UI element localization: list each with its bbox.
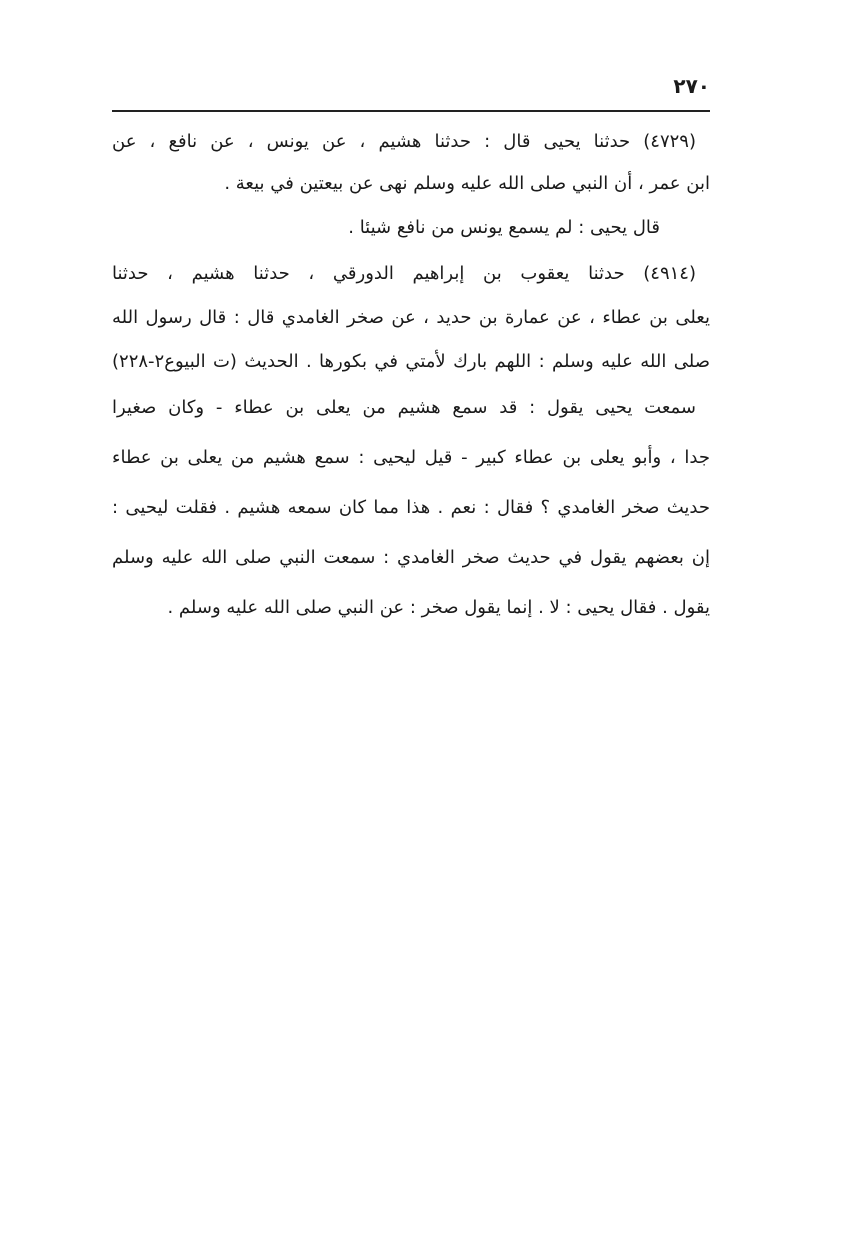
text-line: يعلى بن عطاء ، عن عمارة بن حديد ، عن صخر الغامدي قال : قال رسول الله [112, 307, 710, 328]
header-rule [112, 110, 710, 112]
note-4729 [112, 214, 710, 242]
text-line: جدا ، وأبو يعلى بن عطاء كبير - قيل ليحيى : سمع هشيم من يعلى بن عطاء [112, 447, 710, 468]
page-number: ٢٧٠ [673, 74, 710, 98]
hadith-4729 [112, 128, 710, 198]
note-4914 [112, 394, 710, 622]
text-line: ابن عمر ، أن النبي صلى الله عليه وسلم نهى عن بيعتين في بيعة . [224, 173, 710, 194]
hadith-4914 [112, 260, 710, 376]
text-line: حديث صخر الغامدي ؟ فقال : نعم . هذا مما كان سمعه هشيم . فقلت ليحيى : [112, 497, 710, 518]
text-line: يقول . فقال يحيى : لا . إنما يقول صخر : عن النبي صلى الله عليه وسلم . [167, 597, 710, 618]
text-line: سمعت يحيى يقول : قد سمع هشيم من يعلى بن عطاء - وكان صغيرا [112, 397, 696, 418]
text-line: (٤٩١٤) حدثنا يعقوب بن إبراهيم الدورقي ، حدثنا هشيم ، حدثنا [112, 263, 696, 284]
text-line: إن بعضهم يقول في حديث صخر الغامدي : سمعت النبي صلى الله عليه وسلم [112, 547, 710, 568]
text-line: (٤٧٢٩) حدثنا يحيى قال : حدثنا هشيم ، عن يونس ، عن نافع ، عن [112, 131, 696, 152]
text-line: قال يحيى : لم يسمع يونس من نافع شيئا . [348, 217, 660, 238]
page-body [112, 128, 710, 622]
text-line: صلى الله عليه وسلم : اللهم بارك لأمتي في بكورها . الحديث (ت البيوع٢-٢٢٨) [112, 351, 710, 372]
